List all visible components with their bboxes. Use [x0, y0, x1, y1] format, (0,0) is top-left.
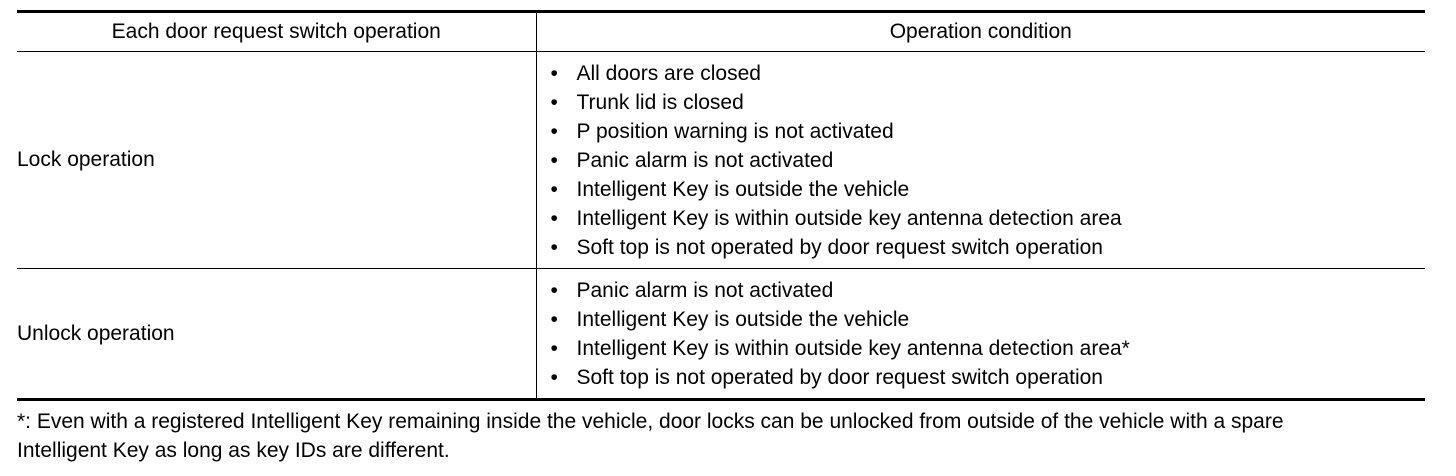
condition-list	[537, 52, 1426, 268]
condition-text: Intelligent Key is outside the vehicle	[576, 308, 910, 331]
condition-list	[537, 269, 1426, 398]
condition-text: Soft top is not operated by door request switch operation	[576, 236, 1103, 259]
condition-text: All doors are closed	[576, 62, 761, 85]
operation-cell: Unlock operation	[17, 269, 536, 400]
list-item	[551, 175, 1426, 204]
condition-text: Intelligent Key is outside the vehicle	[576, 178, 910, 201]
bullet-icon: •	[550, 149, 558, 172]
bullet-icon: •	[550, 366, 558, 389]
condition-text: Trunk lid is closed	[576, 91, 744, 114]
conditions-cell	[536, 269, 1425, 400]
condition-text: Intelligent Key is within outside key antenna detection area	[576, 207, 1122, 230]
list-item	[551, 276, 1426, 305]
list-item	[551, 88, 1426, 117]
condition-text: Panic alarm is not activated	[576, 149, 834, 172]
bullet-icon: •	[550, 337, 558, 360]
table-header-row	[17, 12, 1425, 52]
bullet-icon: •	[550, 207, 558, 230]
table-row-lock	[17, 52, 1425, 269]
condition-text: Soft top is not operated by door request switch operation	[576, 366, 1103, 389]
list-item	[551, 117, 1426, 146]
conditions-cell	[536, 52, 1425, 269]
list-item	[551, 233, 1426, 262]
bullet-icon: •	[550, 62, 558, 85]
condition-text: P position warning is not activated	[576, 120, 894, 143]
operation-cell: Lock operation	[17, 52, 536, 269]
list-item	[551, 334, 1426, 363]
condition-text: Panic alarm is not activated	[576, 279, 834, 302]
footnote	[17, 407, 1425, 465]
bullet-icon: •	[550, 178, 558, 201]
bullet-icon: •	[550, 236, 558, 259]
document	[17, 10, 1425, 465]
table-row-unlock	[17, 269, 1425, 400]
bullet-icon: •	[550, 120, 558, 143]
header-switch-operation: Each door request switch operation	[17, 12, 536, 52]
header-operation-condition: Operation condition	[536, 12, 1425, 52]
bullet-icon: •	[550, 308, 558, 331]
footnote-line-1: *: Even with a registered Intelligent Key remaining inside the vehicle, door locks can be unlocked from outside of the vehicle with a spare	[17, 410, 1284, 433]
bullet-icon: •	[550, 91, 558, 114]
operation-conditions-table	[17, 10, 1425, 401]
list-item	[551, 363, 1426, 392]
bullet-icon: •	[550, 279, 558, 302]
condition-text: Intelligent Key is within outside key antenna detection area*	[576, 337, 1130, 360]
list-item	[551, 305, 1426, 334]
list-item	[551, 59, 1426, 88]
list-item	[551, 204, 1426, 233]
footnote-line-2: Intelligent Key as long as key IDs are different.	[17, 439, 450, 462]
list-item	[551, 146, 1426, 175]
